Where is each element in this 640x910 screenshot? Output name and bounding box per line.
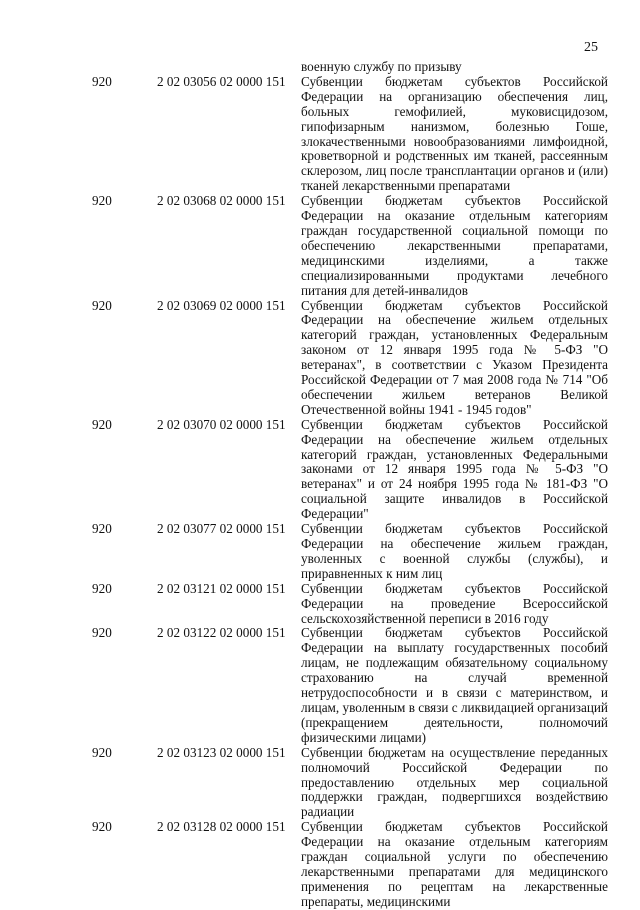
- budget-classification-code: 2 02 03123 02 0000 151: [157, 744, 286, 760]
- budget-classification-code: 2 02 03056 02 0000 151: [157, 73, 286, 89]
- table-row: [0, 746, 640, 821]
- row-description: Субвенции бюджетам субъектов Российской Федерации на обеспечение жильем отдельных категорий граждан, установленных Федеральными законами от 12 января 1995 года № 5-ФЗ "О ветеранах" и от 24 ноября 1995 года № 181-ФЗ "О социальной защите инвалидов в Российской Федерации": [301, 416, 608, 522]
- row-description: Субвенции бюджетам субъектов Российской Федерации на проведение Всероссийской сельскохозяйственной переписи в 2016 году: [301, 580, 608, 626]
- budget-classification-code: 2 02 03068 02 0000 151: [157, 193, 286, 209]
- table-row: [0, 299, 640, 418]
- budget-classification-code: 2 02 03069 02 0000 151: [157, 297, 286, 313]
- admin-code: 920: [92, 819, 112, 835]
- row-description: Субвенции бюджетам субъектов Российской Федерации на выплату государственных пособий лицам, не подлежащим обязательному социальному страхованию на случай временной нетрудоспособности и в связи с материнством, и лицам, уволенным в связи с ликвидацией организаций (прекращением деятельности, полномочий физическими лицами): [301, 625, 608, 745]
- admin-code: 920: [92, 521, 112, 537]
- table-row: [0, 626, 640, 745]
- admin-code: 920: [92, 580, 112, 596]
- table-row: [0, 820, 640, 909]
- budget-classification-code: 2 02 03077 02 0000 151: [157, 521, 286, 537]
- table-row: [0, 522, 640, 582]
- row-description: Субвенции бюджетам на осуществление переданных полномочий Российской Федерации по предоставлению отдельных мер социальной поддержки граждан, подвергшихся воздействию радиации: [301, 744, 608, 820]
- admin-code: 920: [92, 73, 112, 89]
- table-row: [0, 418, 640, 522]
- table-row: [0, 194, 640, 298]
- page-number: 25: [584, 40, 598, 55]
- row-description: военную службу по призыву: [301, 59, 462, 74]
- budget-code-table: [0, 60, 640, 910]
- row-description: Субвенции бюджетам субъектов Российской Федерации на оказание отдельным категориям граждан государственной социальной помощи по обеспечению лекарственными препаратами, медицинскими изделиями, а также специализированными продуктами лечебного питания для детей-инвалидов: [301, 193, 608, 298]
- row-description: Субвенции бюджетам субъектов Российской Федерации на обеспечение жильем отдельных категорий граждан, установленных Федеральным законом от 12 января 1995 года № 5-ФЗ "О ветеранах", в соответствии с Указом Президента Российской Федерации от 7 мая 2008 года № 714 "Об обеспечении жильем ветеранов Великой Отечественной войны 1941 - 1945 годов": [301, 297, 608, 417]
- admin-code: 920: [92, 193, 112, 209]
- row-description: Субвенции бюджетам субъектов Российской Федерации на обеспечение жильем граждан, уволенных с военной службы (службы), и приравненных к ним лиц: [301, 521, 608, 581]
- admin-code: 920: [92, 297, 112, 313]
- table-row: [0, 582, 640, 627]
- budget-classification-code: 2 02 03121 02 0000 151: [157, 580, 286, 596]
- budget-classification-code: 2 02 03070 02 0000 151: [157, 416, 286, 432]
- row-description: Субвенции бюджетам субъектов Российской Федерации на организацию обеспечения лиц, больных гемофилией, муковисцидозом, гипофизарным нанизмом, болезнью Гоше, злокачественными новообразованиями лимфоидной, кроветворной и родственных им тканей, рассеянным склерозом, лиц после трансплантации органов и (или) тканей лекарственными препаратами: [301, 73, 608, 194]
- budget-classification-code: 2 02 03128 02 0000 151: [157, 819, 286, 835]
- table-row: [0, 60, 640, 75]
- admin-code: 920: [92, 625, 112, 641]
- table-row: [0, 75, 640, 194]
- admin-code: 920: [92, 744, 112, 760]
- row-description: Субвенции бюджетам субъектов Российской Федерации на оказание отдельным категориям граждан социальной услуги по обеспечению лекарственными препаратами для медицинского применения по рецептам на лекарственные препараты, медицинскими: [301, 819, 608, 909]
- admin-code: 920: [92, 416, 112, 432]
- budget-classification-code: 2 02 03122 02 0000 151: [157, 625, 286, 641]
